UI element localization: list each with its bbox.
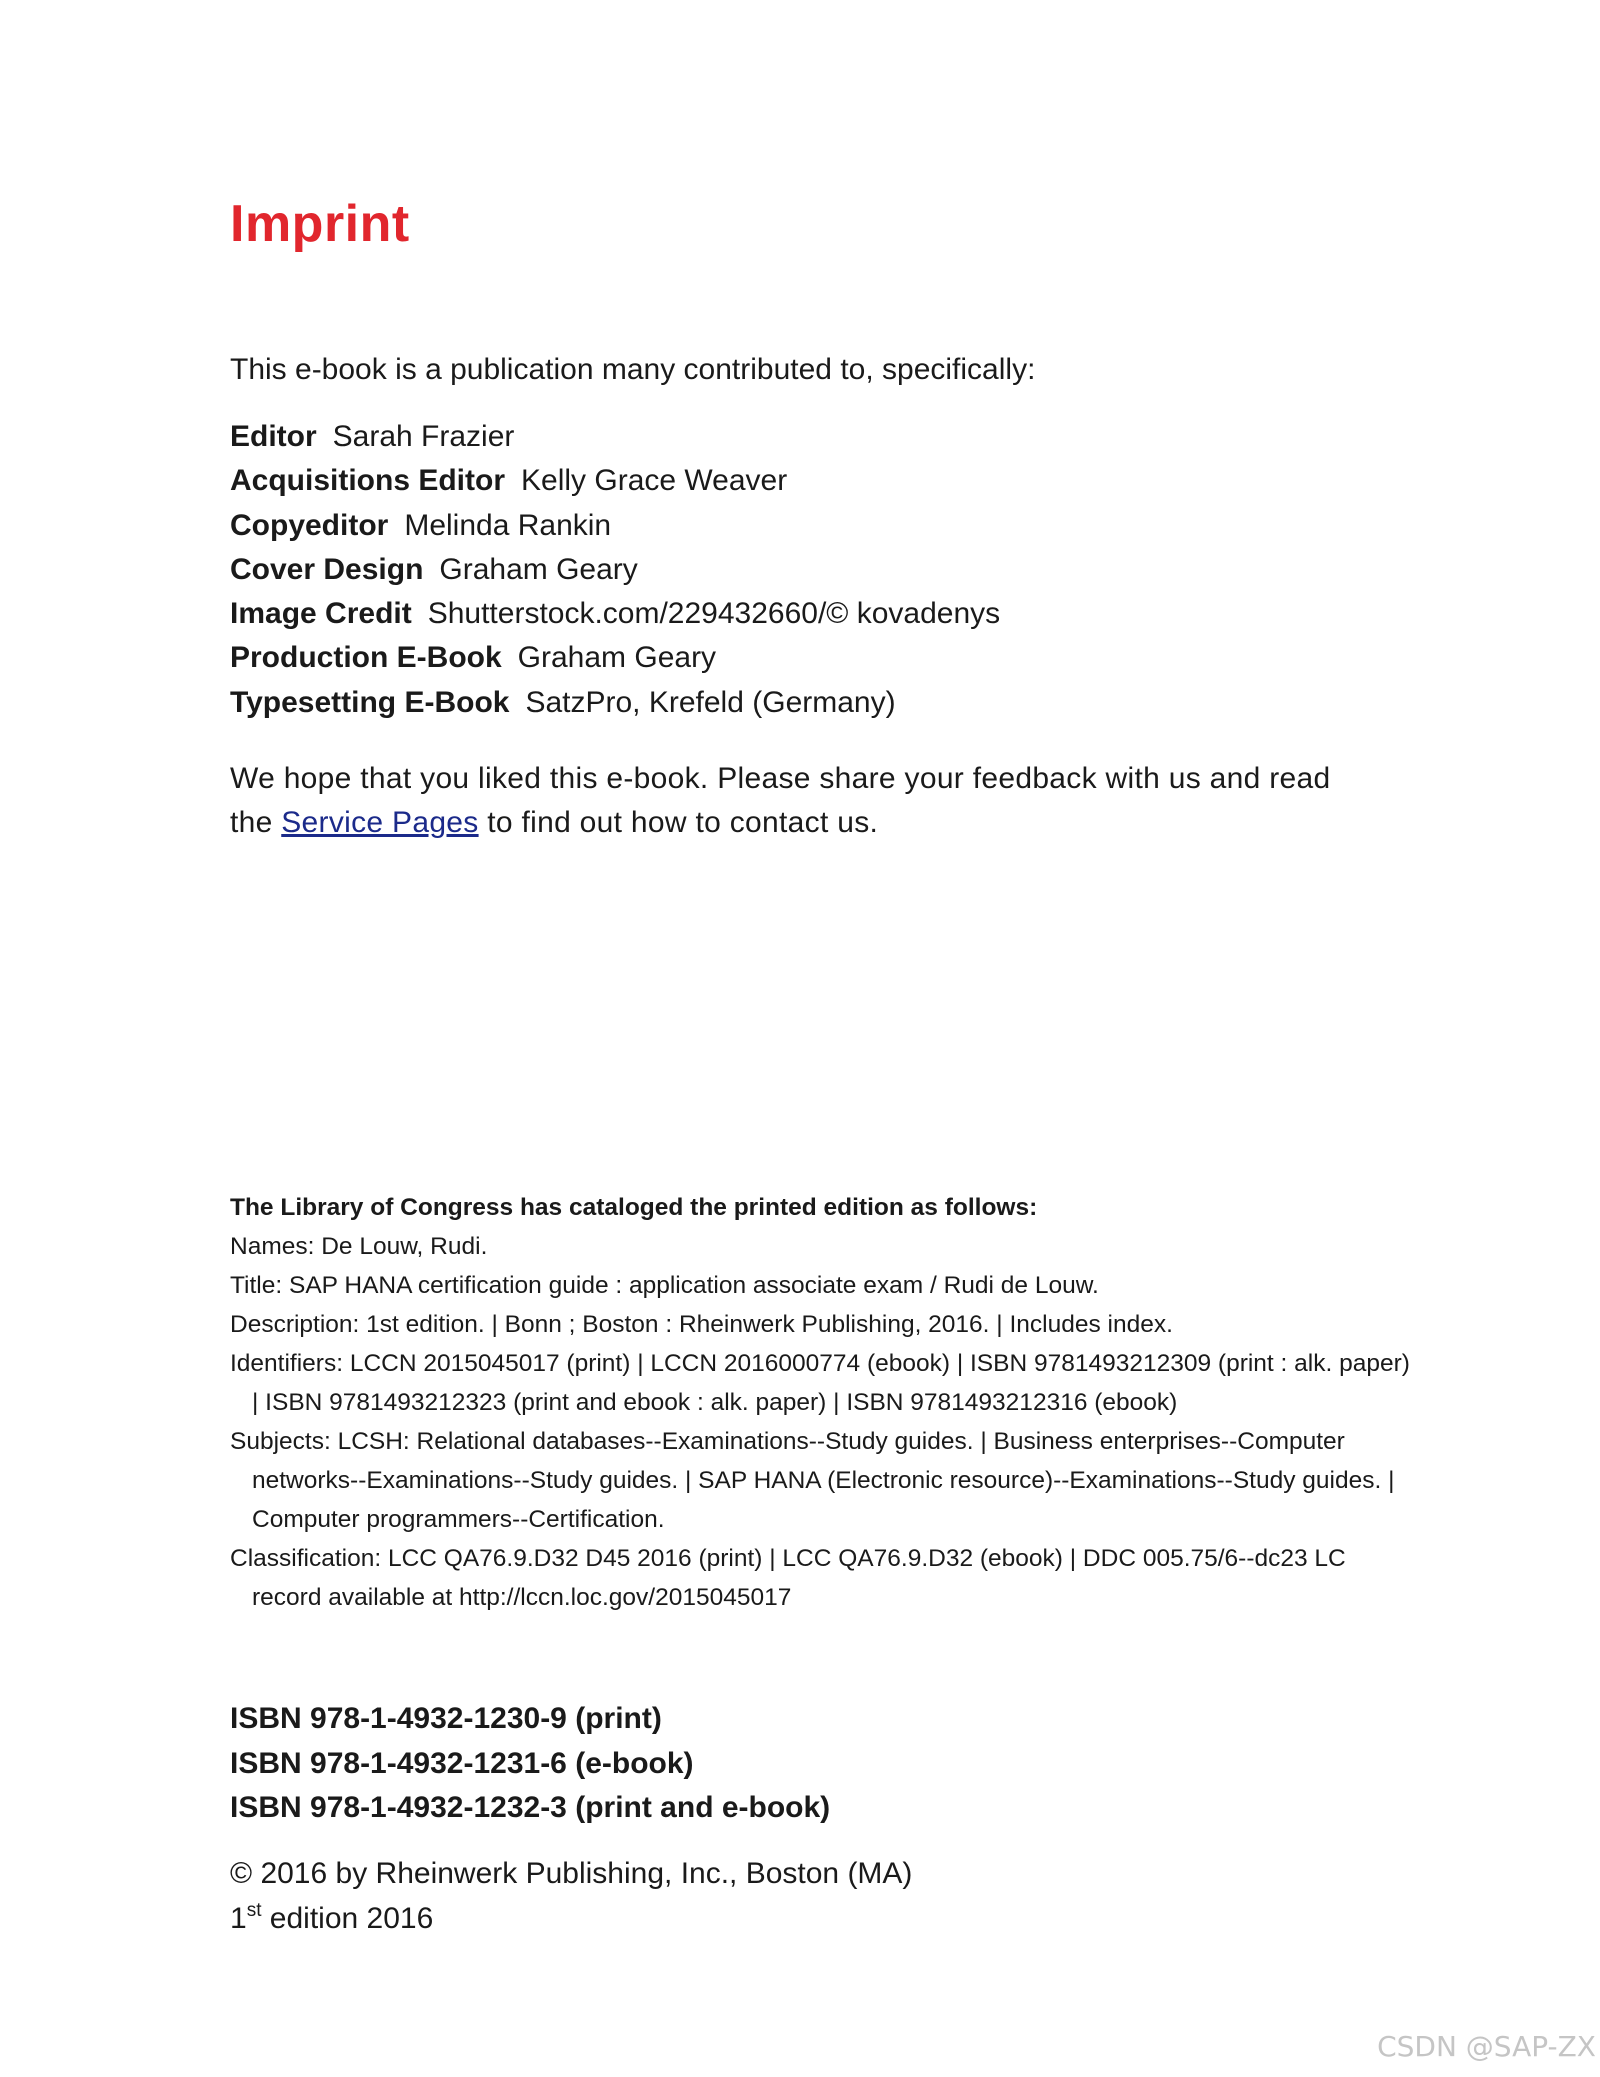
credit-image-credit [230,592,1000,636]
loc-identifiers: Identifiers: LCCN 2015045017 (print) | LCCN 2016000774 (ebook) | ISBN 9781493212309 (print : alk. paper) | ISBN 9781493212323 (print and ebook : alk. paper) | ISBN 9781493212316 (ebook) [230,1350,1410,1416]
credit-name: Shutterstock.com/229432660/© kovadenys [427,597,1001,631]
edition-number: 1 [230,1901,247,1935]
loc-names: Names: De Louw, Rudi. [230,1233,488,1260]
credit-acquisitions-editor [230,459,1000,503]
credit-name: SatzPro, Krefeld (Germany) [525,685,896,719]
credit-copyeditor [230,504,1000,548]
credit-role: Copyeditor [230,508,389,542]
credit-name: Sarah Frazier [332,420,515,453]
loc-classification: Classification: LCC QA76.9.D32 D45 2016 (print) | LCC QA76.9.D32 (ebook) | DDC 005.75/6--dc23 LC record available at http://lccn.loc.gov/2015045017 [230,1545,1346,1611]
isbn-list [230,1697,830,1831]
credit-role: Cover Design [230,552,424,586]
imprint-page [230,0,1410,2077]
edition-text: edition 2016 [261,1901,434,1935]
service-pages-link[interactable]: Service Pages [281,806,479,839]
watermark: CSDN @SAP-ZX [1377,2030,1596,2063]
loc-description: Description: 1st edition. | Bonn ; Boston : Rheinwerk Publishing, 2016. | Includes index. [230,1311,1173,1338]
credit-name: Melinda Rankin [404,508,612,542]
credit-role: Typesetting E-Book [230,685,510,719]
credit-name: Kelly Grace Weaver [521,464,788,498]
credit-role: Acquisitions Editor [230,464,506,498]
credit-role: Editor [230,420,317,453]
credit-name: Graham Geary [517,641,717,675]
credit-typesetting-ebook [230,681,1000,725]
feedback-paragraph [230,757,1380,845]
isbn-print-and-ebook: ISBN 978-1-4932-1232-3 (print and e-book) [230,1791,831,1824]
copyright-line: © 2016 by Rheinwerk Publishing, Inc., Boston (MA) [230,1857,913,1890]
credit-role: Production E-Book [230,641,502,675]
loc-heading: The Library of Congress has cataloged the printed edition as follows: [230,1194,1038,1221]
credit-editor [230,415,1000,459]
credit-production-ebook [230,636,1000,680]
isbn-print: ISBN 978-1-4932-1230-9 (print) [230,1702,662,1735]
credit-role: Image Credit [230,597,412,631]
credit-name: Graham Geary [439,552,638,586]
copyright-block [230,1852,912,1941]
feedback-text-before: We hope that you liked this e-book. Please share your feedback with us and read the [230,762,1331,839]
edition-line [230,1897,912,1942]
edition-ordinal: st [246,1899,262,1921]
isbn-ebook: ISBN 978-1-4932-1231-6 (e-book) [230,1746,694,1780]
loc-title: Title: SAP HANA certification guide : application associate exam / Rudi de Louw. [230,1272,1099,1299]
library-of-congress-block [230,1188,1410,1617]
feedback-text-after: to find out how to contact us. [478,806,879,839]
credits-list [230,415,1000,725]
intro-text: This e-book is a publication many contributed to, specifically: [230,353,1036,386]
loc-subjects: Subjects: LCSH: Relational databases--Examinations--Study guides. | Business enterprises--Computer networks--Examinations--Study guides. | SAP HANA (Electronic resource)--Examinations--Study guides. | Computer programmers--Certification. [230,1428,1395,1533]
page-title: Imprint [230,195,410,253]
credit-cover-design [230,548,1000,592]
